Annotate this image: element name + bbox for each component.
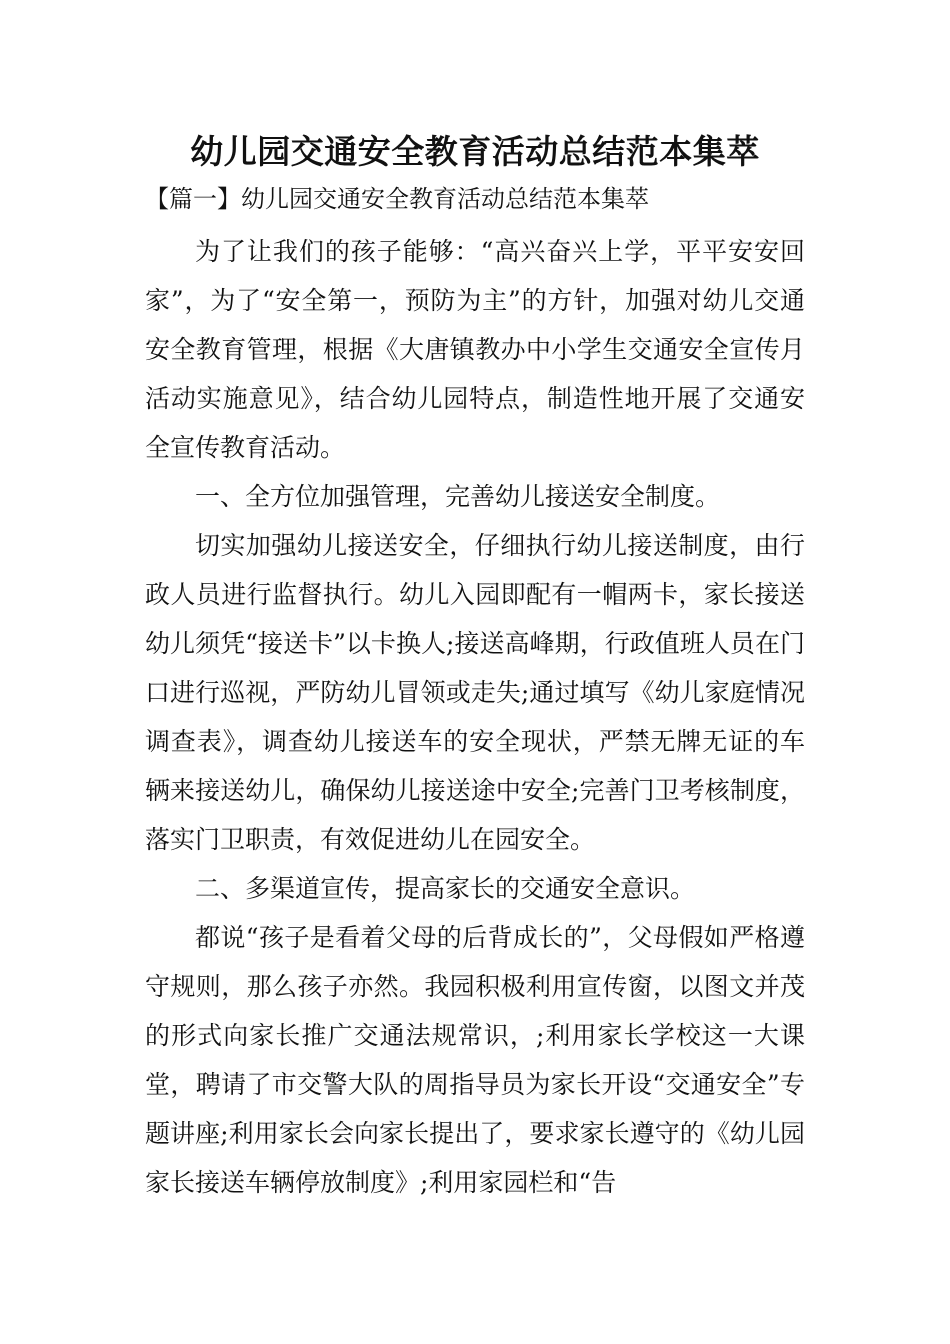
section-heading: 【篇一】幼儿园交通安全教育活动总结范本集萃: [145, 185, 649, 213]
paragraph: 为了让我们的孩子能够：“高兴奋兴上学，平平安安回家”，为了“安全第一，预防为主”的方针，加强对幼儿交通安全教育管理，根据《大唐镇教办中小学生交通安全宣传月活动实施意见》，结合幼儿园特点，制造性地开展了交通安全宣传教育活动。: [145, 237, 805, 462]
page-title: 幼儿园交通安全教育活动总结范本集萃: [190, 132, 760, 171]
paragraph: 都说“孩子是看着父母的后背成长的”，父母假如严格遵守规则，那么孩子亦然。我园积极利用宣传窗，以图文并茂的形式向家长推广交通法规常识，;利用家长学校这一大课堂，聘请了市交警大队的周指导员为家长开设“交通安全”专题讲座;利用家长会向家长提出了，要求家长遵守的《幼儿园家长接送车辆停放制度》;利用家园栏和“告: [145, 923, 805, 1197]
section-point-2: 二、多渠道宣传，提高家长的交通安全意识。: [195, 874, 696, 903]
section-point-1: 一、全方位加强管理，完善幼儿接送安全制度。: [195, 482, 721, 511]
paragraph: 切实加强幼儿接送安全，仔细执行幼儿接送制度，由行政人员进行监督执行。幼儿入园即配有一帽两卡，家长接送幼儿须凭“接送卡”以卡换人;接送高峰期，行政值班人员在门口进行巡视，严防幼儿冒领或走失;通过填写《幼儿家庭情况调查表》，调查幼儿接送车的安全现状，严禁无牌无证的车辆来接送幼儿，确保幼儿接送途中安全;完善门卫考核制度，落实门卫职责，有效促进幼儿在园安全。: [145, 531, 805, 854]
document-body: [145, 227, 805, 1207]
